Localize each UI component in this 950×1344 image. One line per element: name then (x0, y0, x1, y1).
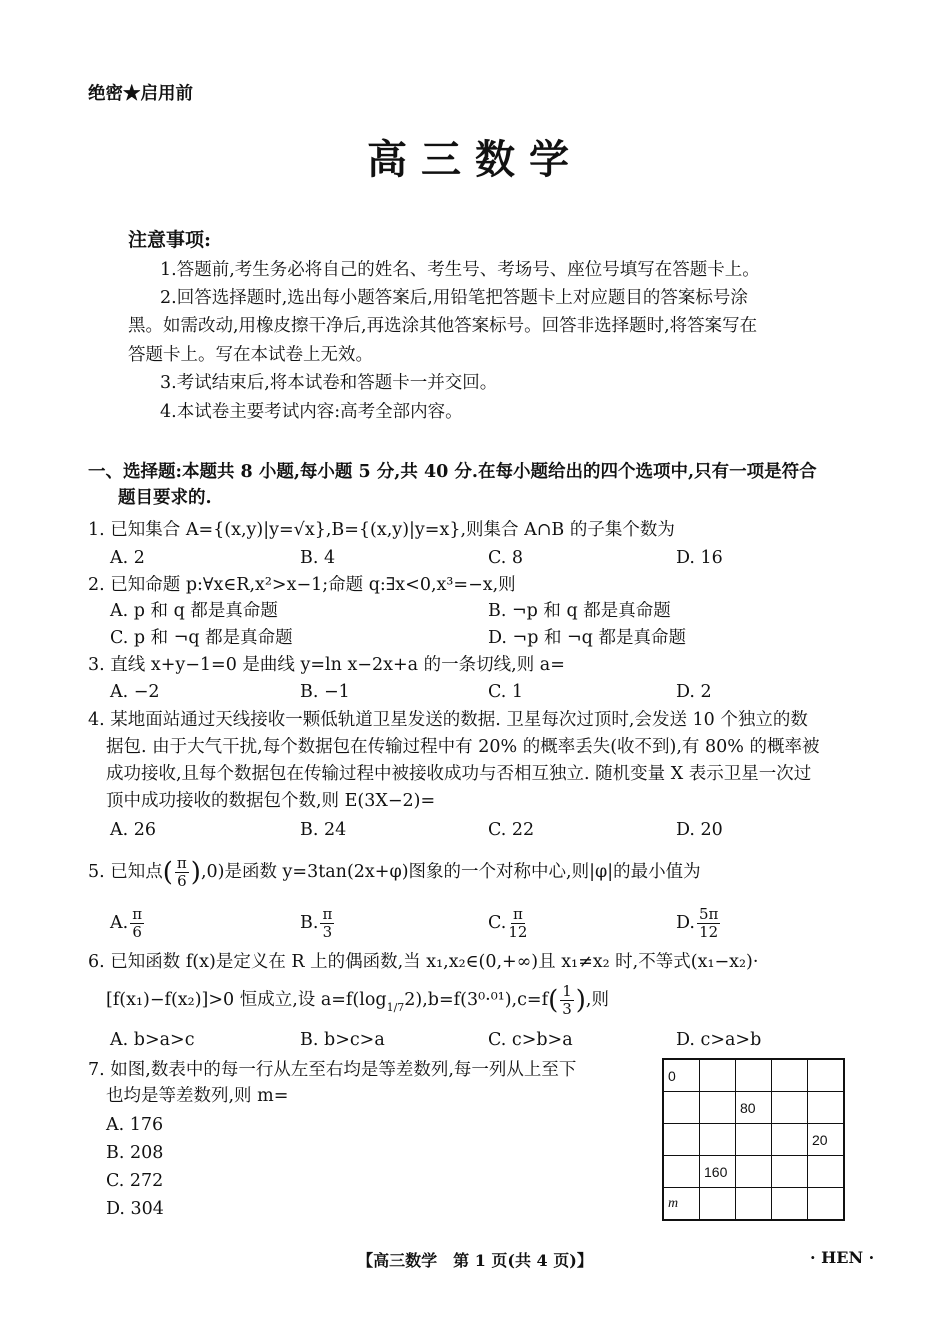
option: D. c>a>b (676, 1030, 762, 1050)
question-7-line: 也均是等差数列,则 m= (106, 1086, 289, 1106)
option: B. 208 (106, 1143, 164, 1163)
option: D. $\frac{5\pi}{12}$ (676, 905, 719, 941)
option: C. $\frac{\pi}{12}$ (488, 905, 528, 941)
option: C. 1 (488, 682, 524, 702)
q5-post: ,0)是函数 y=3tan(2x+φ)图象的一个对称中心,则|φ|的最小值为 (200, 862, 701, 882)
option: C. 22 (488, 820, 535, 840)
option: A. 176 (106, 1115, 164, 1135)
option: B. 4 (300, 548, 336, 568)
option: A. b>a>c (110, 1030, 195, 1050)
question-4-line: 4. 某地面站通过天线接收一颗低轨道卫星发送的数据. 卫星每次过顶时,会发送 10 个独立的数 (88, 710, 808, 730)
page-footer: 【高三数学 第 1 页(共 4 页)】 (357, 1251, 593, 1270)
option: C. c>b>a (488, 1030, 573, 1050)
option: C. p 和 ¬q 都是真命题 (110, 628, 293, 648)
option: B. −1 (300, 682, 350, 702)
question-5-stem: 5. 已知点( $\frac{\pi}{6}$ ),0)是函数 y=3tan(2x+φ)图象的一个对称中心,则|φ|的最小值为 (88, 854, 701, 890)
fraction: $\frac{\pi}{6}$ (176, 854, 187, 890)
paper-code: · HEN · (810, 1248, 875, 1267)
note-line: 4.本试卷主要考试内容:高考全部内容。 (160, 402, 463, 422)
option: C. 8 (488, 548, 524, 568)
question-6-line: 6. 已知函数 f(x)是定义在 R 上的偶函数,当 x₁,x₂∈(0,+∞)且 x₁≠x₂ 时,不等式(x₁−x₂)· (88, 952, 759, 972)
confidential-label: 绝密★启用前 (88, 84, 193, 104)
question-7-line: 7. 如图,数表中的每一行从左至右均是等差数列,每一列从上至下 (88, 1060, 577, 1080)
question-4-line: 据包. 由于大气干扰,每个数据包在传输过程中有 20% 的概率丢失(收不到),有 80% 的概率被 (106, 737, 820, 757)
option: B. ¬p 和 q 都是真命题 (488, 601, 671, 621)
question-1-stem: 1. 已知集合 A={(x,y)|y=√x},B={(x,y)|y=x},则集合 A∩B 的子集个数为 (88, 520, 675, 540)
option: A. p 和 q 都是真命题 (110, 601, 278, 621)
option: A. 26 (110, 820, 157, 840)
section-heading-cont: 题目要求的. (118, 488, 212, 508)
note-line: 黑。如需改动,用橡皮擦干净后,再选涂其他答案标号。回答非选择题时,将答案写在 (128, 316, 758, 336)
q5-pre: 5. 已知点 (88, 862, 163, 882)
note-line: 3.考试结束后,将本试卷和答题卡一并交回。 (160, 373, 498, 393)
option: D. 20 (676, 820, 723, 840)
option: A. $\frac{\pi}{6}$ (110, 905, 143, 941)
question-4-line: 成功接收,且每个数据包在传输过程中被接收成功与否相互独立. 随机变量 X 表示卫星一次过 (106, 764, 812, 784)
option: D. 2 (676, 682, 712, 702)
option: D. 304 (106, 1199, 164, 1219)
option: B. b>c>a (300, 1030, 385, 1050)
option: A. −2 (110, 682, 160, 702)
page-title: 高三数学 (367, 136, 583, 183)
number-grid: 0 80 20 160 m (662, 1058, 845, 1221)
option: D. 16 (676, 548, 723, 568)
question-4-line: 顶中成功接收的数据包个数,则 E(3X−2)= (106, 791, 436, 811)
question-6-line: [f(x₁)−f(x₂)]>0 恒成立,设 $a=f(\log_{1/7}2),b=f(3^0\cdot^{01}),c=f$( $\frac{1}{3}$ ),则 (106, 982, 609, 1018)
note-line: 1.答题前,考生务必将自己的姓名、考生号、考场号、座位号填写在答题卡上。 (160, 260, 760, 280)
section-heading: 一、选择题:本题共 8 小题,每小题 5 分,共 40 分.在每小题给出的四个选项中,只有一项是符合 (88, 462, 817, 482)
option: A. 2 (110, 548, 145, 568)
option: C. 272 (106, 1171, 164, 1191)
note-line: 2.回答选择题时,选出每小题答案后,用铅笔把答题卡上对应题目的答案标号涂 (160, 288, 748, 308)
option: B. 24 (300, 820, 347, 840)
note-line: 答题卡上。写在本试卷上无效。 (128, 345, 373, 365)
question-3-stem: 3. 直线 x+y−1=0 是曲线 y=ln x−2x+a 的一条切线,则 a= (88, 655, 565, 675)
option: D. ¬p 和 ¬q 都是真命题 (488, 628, 686, 648)
question-2-stem: 2. 已知命题 p:∀x∈R,x²>x−1;命题 q:∃x<0,x³=−x,则 (88, 575, 516, 595)
option: B. $\frac{\pi}{3}$ (300, 905, 333, 941)
notes-heading: 注意事项: (128, 229, 212, 251)
